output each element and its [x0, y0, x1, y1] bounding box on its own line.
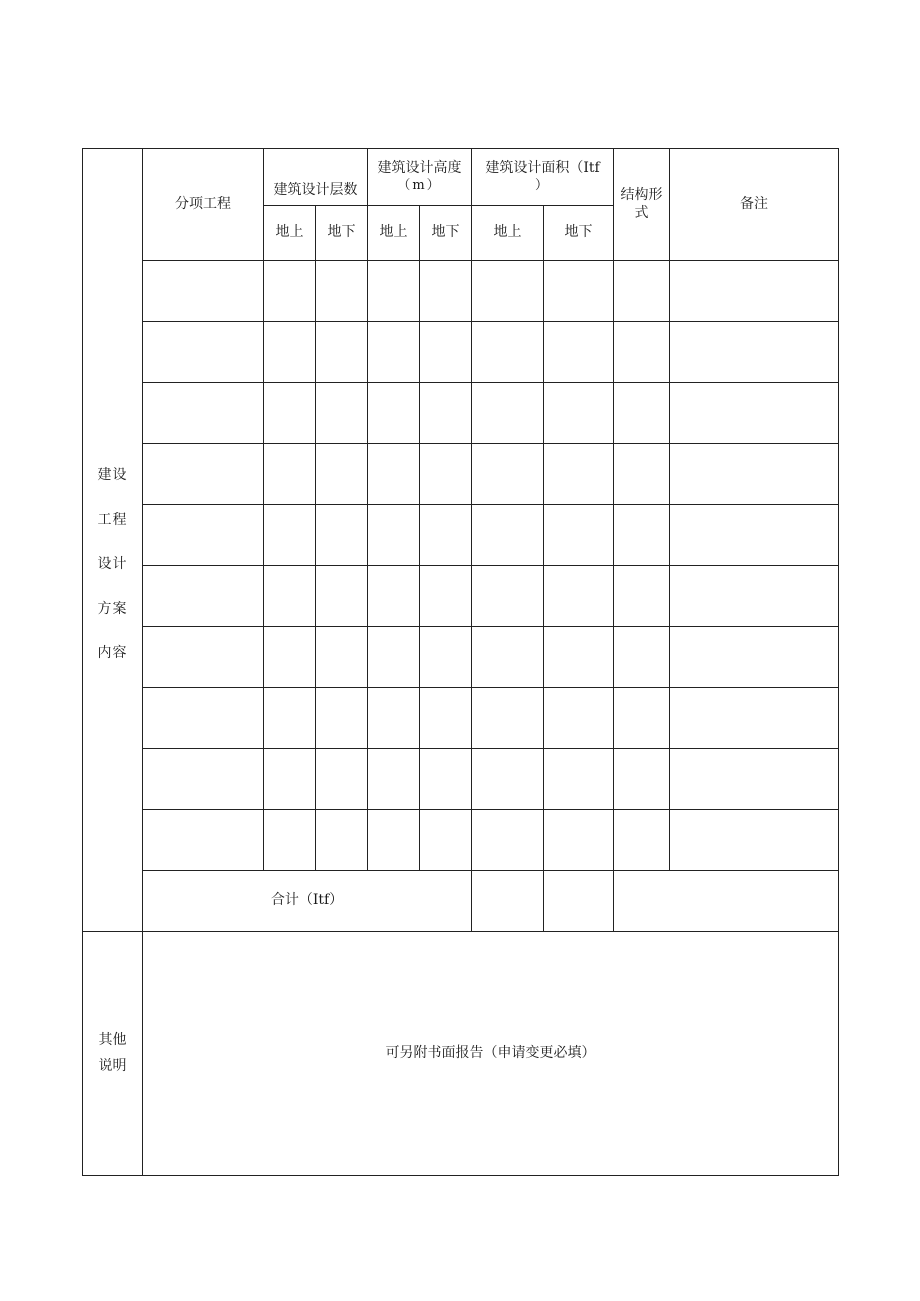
other-notes-hint: 可另附书面报告（申请变更必填） [385, 1044, 596, 1061]
side-label-line: 内容 [97, 645, 128, 662]
table-row [83, 810, 839, 871]
total-area-above[interactable] [472, 871, 544, 932]
header-height-title: 建筑设计高度 [377, 160, 462, 177]
table-row [83, 627, 839, 688]
side-label-line: 设计 [97, 556, 128, 573]
cell-height-above[interactable] [368, 505, 420, 566]
floors-above-ground: 地上 [264, 206, 316, 261]
cell-floors-below[interactable] [316, 627, 368, 688]
cell-height-above[interactable] [368, 688, 420, 749]
cell-area-above[interactable] [472, 444, 544, 505]
table-row [83, 749, 839, 810]
cell-height-above[interactable] [368, 444, 420, 505]
header-height-unit: （m） [397, 177, 442, 193]
cell-floors-above[interactable] [264, 383, 316, 444]
table-row [83, 444, 839, 505]
cell-floors-above[interactable] [264, 444, 316, 505]
cell-remarks[interactable] [670, 261, 839, 322]
side-label-line: 建设 [97, 467, 128, 484]
cell-height-below[interactable] [420, 322, 472, 383]
cell-structure[interactable] [614, 322, 670, 383]
cell-remarks[interactable] [670, 627, 839, 688]
cell-floors-below[interactable] [316, 688, 368, 749]
cell-area-above[interactable] [472, 627, 544, 688]
header-area [472, 149, 614, 206]
cell-area-above[interactable] [472, 566, 544, 627]
header-area-unit: ） [534, 177, 550, 193]
cell-remarks[interactable] [670, 444, 839, 505]
cell-sub-item[interactable] [143, 627, 264, 688]
floors-below-ground: 地下 [316, 206, 368, 261]
cell-height-above[interactable] [368, 322, 420, 383]
cell-height-below[interactable] [420, 810, 472, 871]
cell-area-below[interactable] [544, 688, 614, 749]
cell-floors-above[interactable] [264, 322, 316, 383]
table-row [83, 688, 839, 749]
cell-floors-below[interactable] [316, 322, 368, 383]
cell-sub-item[interactable] [143, 383, 264, 444]
header-sub-item: 分项工程 [143, 149, 264, 261]
side-label-line: 方案 [97, 600, 128, 617]
cell-height-below[interactable] [420, 627, 472, 688]
cell-floors-below[interactable] [316, 566, 368, 627]
other-notes-row [83, 932, 839, 1176]
cell-floors-above[interactable] [264, 627, 316, 688]
header-floors: 建筑设计层数 [264, 149, 368, 206]
cell-remarks[interactable] [670, 566, 839, 627]
cell-sub-item[interactable] [143, 505, 264, 566]
cell-floors-below[interactable] [316, 505, 368, 566]
cell-height-above[interactable] [368, 261, 420, 322]
cell-floors-below[interactable] [316, 261, 368, 322]
cell-height-above[interactable] [368, 810, 420, 871]
cell-height-above[interactable] [368, 566, 420, 627]
cell-height-below[interactable] [420, 261, 472, 322]
cell-height-below[interactable] [420, 383, 472, 444]
cell-structure[interactable] [614, 749, 670, 810]
cell-area-above[interactable] [472, 383, 544, 444]
cell-area-below[interactable] [544, 566, 614, 627]
cell-floors-above[interactable] [264, 505, 316, 566]
total-label: 合计（Itf） [143, 871, 472, 932]
cell-height-above[interactable] [368, 627, 420, 688]
design-scheme-form-table [82, 148, 839, 1176]
cell-structure[interactable] [614, 627, 670, 688]
cell-area-above[interactable] [472, 688, 544, 749]
cell-area-above[interactable] [472, 810, 544, 871]
area-above-ground: 地上 [472, 206, 544, 261]
cell-structure[interactable] [614, 383, 670, 444]
cell-area-below[interactable] [544, 627, 614, 688]
total-row [83, 871, 839, 932]
cell-structure[interactable] [614, 444, 670, 505]
cell-structure[interactable] [614, 566, 670, 627]
cell-floors-above[interactable] [264, 749, 316, 810]
cell-area-below[interactable] [544, 261, 614, 322]
cell-structure[interactable] [614, 810, 670, 871]
header-structure [614, 149, 670, 261]
cell-height-below[interactable] [420, 505, 472, 566]
cell-height-below[interactable] [420, 566, 472, 627]
cell-area-below[interactable] [544, 444, 614, 505]
cell-sub-item[interactable] [143, 444, 264, 505]
design-content-label [83, 417, 142, 663]
cell-height-below[interactable] [420, 749, 472, 810]
cell-height-above[interactable] [368, 383, 420, 444]
cell-remarks[interactable] [670, 505, 839, 566]
cell-area-below[interactable] [544, 810, 614, 871]
cell-area-above[interactable] [472, 505, 544, 566]
cell-area-above[interactable] [472, 749, 544, 810]
cell-sub-item[interactable] [143, 261, 264, 322]
total-area-below[interactable] [544, 871, 614, 932]
cell-floors-above[interactable] [264, 566, 316, 627]
table-row [83, 566, 839, 627]
other-notes-field[interactable] [143, 932, 839, 1176]
cell-floors-below[interactable] [316, 383, 368, 444]
cell-sub-item[interactable] [143, 566, 264, 627]
header-area-title: 建筑设计面积（Itf [485, 160, 600, 177]
design-content-label-cell [83, 149, 143, 932]
header-remarks: 备注 [670, 149, 839, 261]
table-row [83, 505, 839, 566]
table-row [83, 261, 839, 322]
cell-area-below[interactable] [544, 749, 614, 810]
header-structure-line2: 式 [634, 204, 649, 221]
cell-height-below[interactable] [420, 688, 472, 749]
cell-remarks[interactable] [670, 688, 839, 749]
cell-area-below[interactable] [544, 383, 614, 444]
cell-remarks[interactable] [670, 810, 839, 871]
header-height [368, 149, 472, 206]
height-below-ground: 地下 [420, 206, 472, 261]
cell-floors-above[interactable] [264, 810, 316, 871]
cell-height-below[interactable] [420, 444, 472, 505]
cell-floors-above[interactable] [264, 261, 316, 322]
height-above-ground: 地上 [368, 206, 420, 261]
side-label-line: 工程 [97, 511, 128, 528]
cell-sub-item[interactable] [143, 749, 264, 810]
area-below-ground: 地下 [544, 206, 614, 261]
total-blank[interactable] [614, 871, 839, 932]
cell-remarks[interactable] [670, 383, 839, 444]
cell-sub-item[interactable] [143, 810, 264, 871]
cell-structure[interactable] [614, 688, 670, 749]
table-row [83, 322, 839, 383]
cell-remarks[interactable] [670, 322, 839, 383]
cell-structure[interactable] [614, 505, 670, 566]
cell-area-above[interactable] [472, 261, 544, 322]
cell-sub-item[interactable] [143, 688, 264, 749]
cell-sub-item[interactable] [143, 322, 264, 383]
cell-floors-below[interactable] [316, 810, 368, 871]
other-notes-label-cell [83, 932, 143, 1176]
header-structure-line1: 结构形 [620, 187, 663, 203]
other-notes-label-line1: 其他 [98, 1032, 127, 1048]
other-notes-label-line2: 说明 [98, 1057, 127, 1074]
cell-area-above[interactable] [472, 322, 544, 383]
cell-floors-below[interactable] [316, 749, 368, 810]
cell-structure[interactable] [614, 261, 670, 322]
cell-floors-below[interactable] [316, 444, 368, 505]
table-row [83, 383, 839, 444]
cell-remarks[interactable] [670, 749, 839, 810]
cell-height-above[interactable] [368, 749, 420, 810]
cell-floors-above[interactable] [264, 688, 316, 749]
cell-area-below[interactable] [544, 322, 614, 383]
cell-area-below[interactable] [544, 505, 614, 566]
